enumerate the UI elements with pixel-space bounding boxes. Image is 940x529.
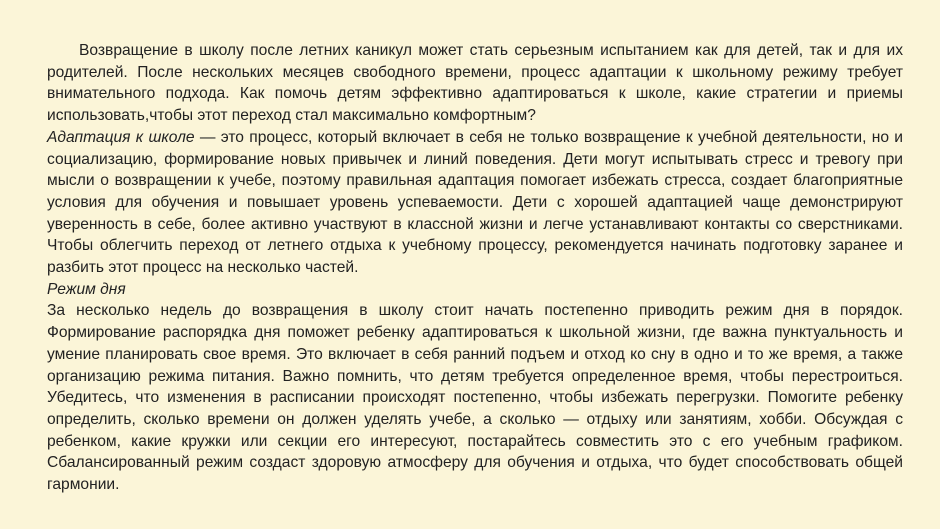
section-paragraph: За несколько недель до возвращения в школу стоит начать постепенно приводить режим дня в порядок. Формирование распорядка дня поможет ребенку адаптироваться к школьной жизни, где важна пунктуальность и умение планировать свое время. Это включает в себя ранний подъем и отход ко сну в одно и то же время, а также организацию режима питания. Важно помнить, что детям требуется определенное время, чтобы перестроиться. Убедитесь, что изменения в расписании происходят постепенно, чтобы избежать перегрузки. Помогите ребенку определить, сколько времени он должен уделять учебе, а сколько — отдыху или занятиям, хобби. Обсуждая с ребенком, какие кружки или секции его интересуют, постарайтесь совместить это с его учебным графиком. Сбалансированный режим создаст здоровую атмосферу для обучения и отдыха, что будет способствовать общей гармонии. [47, 302, 903, 494]
adaptation-text: — это процесс, который включает в себя не только возвращение к учебной деятельности, но и социализацию, формирование новых привычек и линий поведения. Дети могут испытывать стресс и тревогу при мысли о возвращении к учебе, поэтому правильная адаптация помогает избежать стресса, создает благоприятные условия для обучения и повышает уровень успеваемости. Дети с хорошей адаптацией чаще демонстрируют уверенность в себе, более активно участвуют в классной жизни и легче устанавливают контакты со сверстниками. Чтобы облегчить переход от летнего отдыха к учебному процессу, рекомендуется начинать подготовку заранее и разбить этот процесс на несколько частей. [47, 128, 903, 277]
adaptation-term: Адаптация к школе [47, 128, 195, 146]
document-body [47, 40, 903, 496]
intro-paragraph: Возвращение в школу после летних каникул может стать серьезным испытанием как для детей, так и для их родителей. После нескольких месяцев свободного времени, процесс адаптации к школьному режиму требует внимательного подхода. Как помочь детям эффективно адаптироваться к школе, какие стратегии и приемы использовать,чтобы этот переход стал максимально комфортным? [47, 42, 903, 125]
section-heading: Режим дня [47, 280, 126, 298]
adaptation-paragraph [47, 127, 903, 279]
